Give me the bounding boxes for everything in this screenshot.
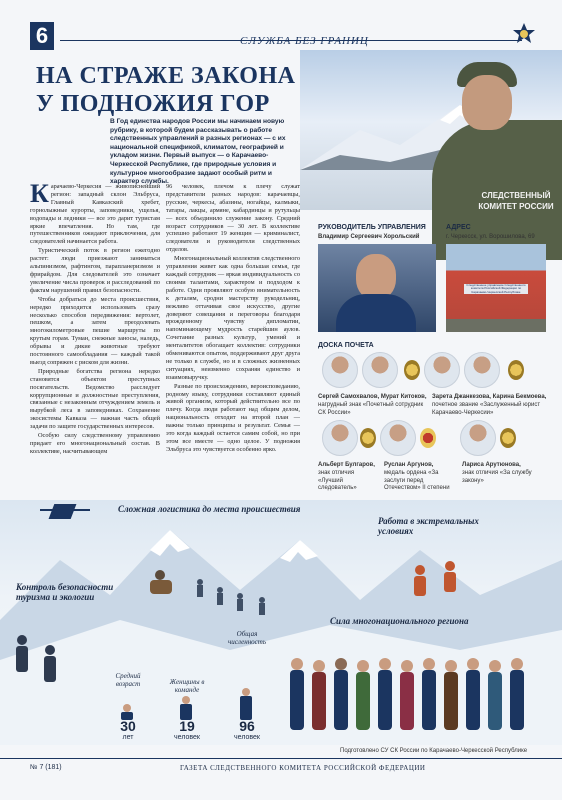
leader-photo — [318, 244, 436, 332]
prepared-by: Подготовлено СУ СК России по Карачаево-Черкесской Республике — [340, 748, 528, 754]
building-photo — [446, 244, 546, 332]
paragraph: Природные богатства региона нередко становятся объектом преступных посягательств. Ведомство расследует коррупционные и должностные преступления, связанные с незаконным отчуждением земель и вырубкой леса в заповедниках. Сохранение экосистемы Кавказа — важная часть общей задачи по защите государственных интересов. — [30, 367, 160, 431]
badge-icon — [500, 428, 516, 448]
hero-image — [300, 50, 562, 210]
honor-photo — [424, 352, 460, 388]
medal-icon — [508, 360, 524, 380]
stat-label: Средний возраст — [115, 672, 141, 688]
honor-desc-1: нагрудный знак «Почетный сотрудник СК России» — [318, 402, 424, 416]
stat-label: Общая численность — [227, 630, 267, 646]
article-title — [36, 62, 295, 118]
title-line-2: У ПОДНОЖИЯ ГОР — [36, 91, 270, 117]
drop-cap: К — [30, 183, 49, 208]
badge-icon — [360, 428, 376, 448]
address-heading: АДРЕС — [446, 224, 471, 231]
newspaper-name: ГАЗЕТА СЛЕДСТВЕННОГО КОМИТЕТА РОССИЙСКОЙ ФЕДЕРАЦИИ — [180, 764, 426, 772]
infographic-illustration — [0, 500, 562, 745]
caption-multinational: Сила многонационального региона — [330, 616, 469, 626]
article-lead: В Год единства народов России мы начинаем новую рубрику, в которой будем рассказывать о работе следственных управлений в разных регионах — с их национальной спецификой, климатом, географией и укладом жизни. Первый выпуск — о Карачаево-Черкесской Республике, где природные условия и культурное многообразие задают особый ритм и характер службы. — [110, 118, 286, 186]
honor-desc-3: знак отличия «Лучший следователь» — [318, 470, 357, 491]
honor-photo — [380, 420, 416, 456]
caption-extreme: Работа в экстремальных условиях — [378, 516, 479, 536]
issue-number: № 7 (181) — [30, 764, 62, 771]
paragraph: арачаево-Черкесия — живописнейший регион: западный склон Эльбруса, Главный Кавказский хребет, горнолыжные курорты, заповедники, ущелья, водопады и ледники — все это дарит туристам яркие впечатления. Но там, где путешественников ожидают приключения, для следователей начинается работа. — [30, 183, 160, 246]
sk-emblem-icon — [512, 22, 536, 50]
body-column-2 — [166, 183, 300, 495]
page-number: 6 — [30, 22, 54, 50]
paragraph: Туристический поток в регион ежегодно растет: люди приезжают заниматься альпинизмом, рафтингом, парапланеризмом и фрирайдом. Для следователей это означает увеличение числа проверок и расследований по фактам нарушений правил безопасности. — [30, 247, 160, 294]
honor-names-2: Зарета Джанкезова, Карина Бекмоева, — [432, 394, 547, 400]
stat-unit: человек — [234, 734, 260, 741]
honor-photo — [464, 352, 500, 388]
stat-unit: лет — [122, 734, 134, 741]
paragraph: Особую силу следственному управлению придает его многонациональный состав. В коллективе, насчитывающем — [30, 432, 160, 455]
stat-unit: человек — [174, 734, 200, 741]
soldier-patch: СЛЕДСТВЕННЫЙ КОМИТЕТ РОССИИ — [478, 191, 554, 211]
stat-value: 96 — [239, 718, 255, 734]
honor-photo — [460, 420, 496, 456]
honor-names-3: Альберт Булгаров, — [318, 462, 375, 468]
honor-heading: ДОСКА ПОЧЕТА — [318, 342, 374, 349]
honor-photo — [322, 420, 358, 456]
leader-name: Владимир Сергеевич Хорольский — [318, 234, 420, 240]
honor-desc-2: почетное звание «Заслуженный юрист Карачаево-Черкесии» — [432, 402, 541, 416]
leader-heading: РУКОВОДИТЕЛЬ УПРАВЛЕНИЯ — [318, 224, 426, 231]
body-column-1 — [30, 183, 160, 495]
honor-desc-4: медаль ордена «За заслуги перед Отечеством» II степени — [384, 470, 450, 491]
stat-label: Женщины в команде — [169, 678, 205, 694]
honor-photo — [322, 352, 358, 388]
title-line-1: НА СТРАЖЕ ЗАКОНА — [36, 63, 296, 89]
paragraph: 96 человек, плечом к плечу служат представители разных народов: карачаевцы, русские, черкесы, абазины, ногайцы, калмыки, татары, лакцы, армяне, кабардинцы и рутульцы — всех объединило служение закону. Средний возраст сотрудников — 30 лет. В коллективе успешно работают 19 женщин — криминалист, следователи и руководители следственных отделов. — [166, 183, 300, 254]
section-title: СЛУЖБА БЕЗ ГРАНИЦ — [240, 35, 369, 47]
caption-logistics: Сложная логистика до места происшествия — [118, 504, 301, 514]
order-medal-icon — [420, 428, 436, 448]
honor-desc-5: знак отличия «За службу закону» — [462, 470, 532, 484]
building-sign: Следственное управление Следственного комитета Российской Федерации по Карачаево-Черкесской Республике — [464, 284, 528, 294]
honor-names-1: Сергей Самохвалов, Мурат Китоков, — [318, 394, 427, 400]
honor-photo — [362, 352, 398, 388]
caption-control: Контроль безопасности туризма и экологии — [16, 582, 114, 602]
footer-rule — [0, 758, 562, 759]
address-text: г. Черкесск, ул. Ворошилова, 69 — [446, 234, 535, 240]
paragraph: Разные по происхождению, вероисповеданию, родному языку, сотрудники составляют единый живой организм, который действительно все по плечу. Когда люди работают над общим делом, национальность отходит на второй план — важны только принципы и результат. Семья — это когда каждый остается самим собой, но при этом все вместе — одно целое. У подножия Эльбруса это чувствуется особенно ярко. — [166, 382, 300, 453]
paragraph: Многонациональный коллектив следственного управления живет как одна большая семья, где каждый сотрудник — яркая индивидуальность со своими талантами, характером и подходом к работе. Одни проявляют особую внимательность к деталям, сродни мастерству рукодельниц, вежливо оттачивая свое искусство, другие доверяют совещания и переговоры благодаря врожденному чувству дипломатии, напоминающему мудрость старейшин аулов. Сочетание разных культур, умений и менталитетов обогащает коллектив: сотрудники обмениваются опытом, поддерживают друг друга не только в службе, но и в сложных жизненных ситуациях, неизменно сохраняя единство и взаимовыручку. — [166, 255, 300, 381]
stat-value: 30 — [120, 718, 136, 734]
honor-names-5: Лариса Арутюнова, — [462, 462, 521, 468]
badge-icon — [404, 360, 420, 380]
honor-names-4: Руслан Аргунов, — [384, 462, 434, 468]
mountain-scene — [0, 500, 562, 745]
paragraph: Чтобы добраться до места происшествия, нередко приходится использовать сразу несколько способов передвижения: вертолет, пешком, а затем преодолевать многокилометровые пешие маршруты по крутым горам. Туман, снежные заносы, наледь, обрывы и дикие животные требуют постоянного самообладания — каждый такой выезд сопряжен с риском для жизни. — [30, 295, 160, 366]
stat-value: 19 — [179, 718, 195, 734]
